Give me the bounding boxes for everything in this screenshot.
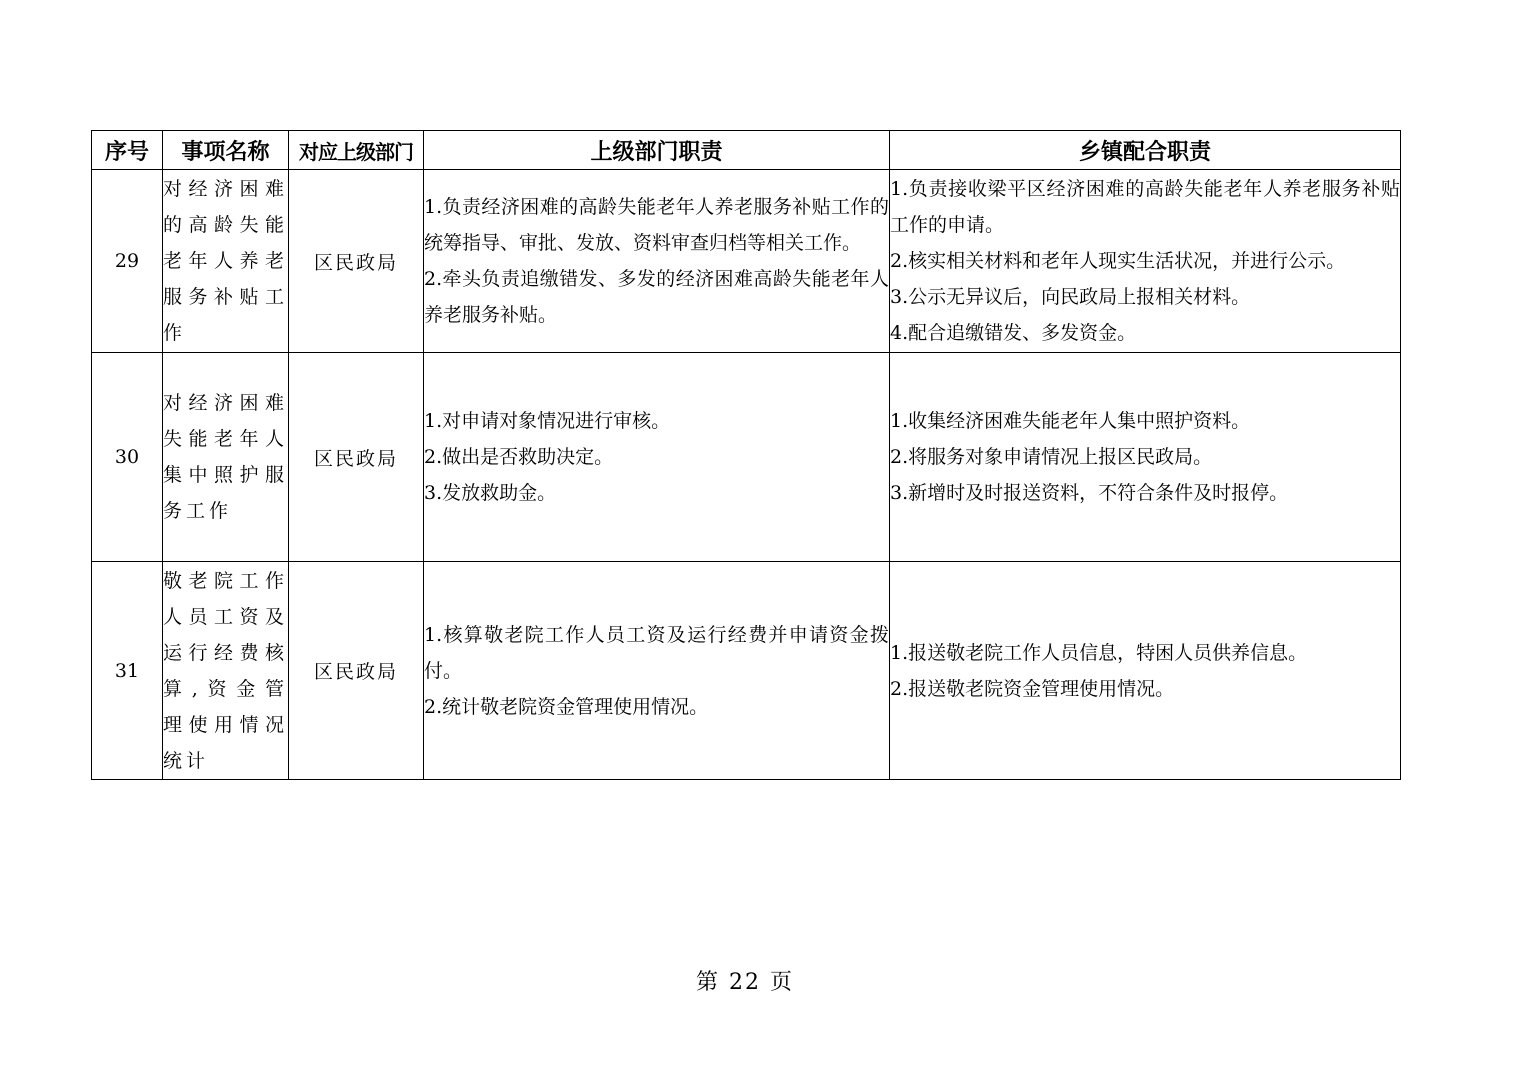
row-dept: 区民政局 [289,170,424,353]
duty-line: 2.牵头负责追缴错发、多发的经济困难高龄失能老年人养老服务补贴。 [424,268,889,326]
row-item-name-text: 对经济困难的高龄失能老年人养老服务补贴工作 [163,178,288,344]
row-superior-duty [424,170,890,353]
row-item-name-text: 敬老院工作人员工资及运行经费核算,资金管理使用情况统计 [163,569,288,772]
row-item-name [163,562,289,780]
row-item-name [163,353,289,562]
header-row [92,131,1401,170]
duty-line: 2.将服务对象申请情况上报区民政局。 [890,446,1213,468]
header-dept: 对应上级部门 [289,131,424,170]
duty-line: 3.发放救助金。 [424,482,557,504]
row-superior-duty [424,562,890,780]
row-dept: 区民政局 [289,562,424,780]
header-town-duty: 乡镇配合职责 [890,131,1401,170]
duty-line: 2.报送敬老院资金管理使用情况。 [890,677,1175,700]
table-row [92,562,1401,780]
duty-line: 4.配合追缴错发、多发资金。 [890,322,1137,344]
row-town-duty [890,562,1401,780]
row-seq: 30 [92,353,163,562]
table-row [92,353,1401,562]
page-number: 第 22 页 [696,970,794,995]
header-name: 事项名称 [163,131,289,170]
duty-line: 1.对申请对象情况进行审核。 [424,410,671,432]
row-item-name [163,170,289,353]
row-seq: 29 [92,170,163,353]
row-seq: 31 [92,562,163,780]
row-superior-duty [424,353,890,562]
duty-line: 1.收集经济困难失能老年人集中照护资料。 [890,410,1251,432]
duty-line: 3.新增时及时报送资料，不符合条件及时报停。 [890,482,1289,504]
duty-line: 1.负责经济困难的高龄失能老年人养老服务补贴工作的统筹指导、审批、发放、资料审查归档等相关工作。 [424,196,889,254]
row-dept: 区民政局 [289,353,424,562]
row-town-duty [890,353,1401,562]
duty-line: 2.核实相关材料和老年人现实生活状况，并进行公示。 [890,250,1346,272]
duty-table [91,130,1401,780]
duty-line: 3.公示无异议后，向民政局上报相关材料。 [890,286,1251,308]
duty-line: 1.核算敬老院工作人员工资及运行经费并申请资金拨付。 [424,623,889,682]
duty-line: 2.做出是否救助决定。 [424,446,614,468]
row-town-duty [890,170,1401,353]
header-seq: 序号 [92,131,163,170]
duty-line: 2.统计敬老院资金管理使用情况。 [424,695,709,718]
row-item-name-text: 对经济困难失能老年人集中照护服务工作 [163,392,288,522]
duty-line: 1.负责接收梁平区经济困难的高龄失能老年人养老服务补贴工作的申请。 [890,178,1400,236]
duty-line: 1.报送敬老院工作人员信息，特困人员供养信息。 [890,641,1308,664]
header-superior-duty: 上级部门职责 [424,131,890,170]
table-row [92,170,1401,353]
